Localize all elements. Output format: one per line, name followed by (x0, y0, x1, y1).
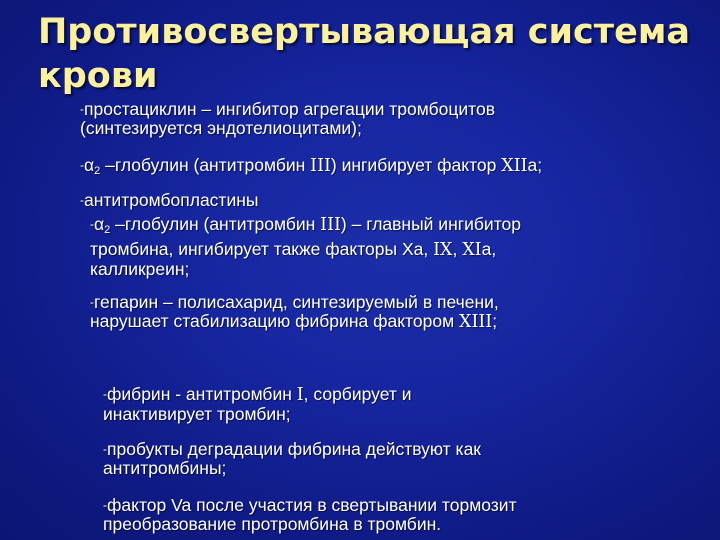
item-text: преобразование протромбина в тромбин. (103, 514, 442, 534)
bullet-prostacyclin (80, 100, 495, 138)
bullet-alpha2-main-inhibitor (90, 215, 521, 279)
item-text: a; (527, 155, 543, 175)
bullet-fibrin (103, 385, 412, 424)
roman-numeral: XI (462, 240, 482, 260)
roman-numeral: III (320, 215, 341, 235)
item-text: ; (492, 311, 498, 331)
item-text: , (452, 239, 463, 259)
subscript: 2 (104, 224, 111, 236)
bullet-dash: - (103, 442, 107, 456)
slide-title (38, 10, 698, 98)
item-text: ) – главный ингибитор (340, 214, 521, 234)
item-text: нарушает стабилизацию фибрина фактором (90, 311, 459, 331)
roman-numeral: III (310, 156, 331, 176)
bullet-dash: - (90, 217, 94, 231)
item-text: фактор Va после участия в свертывании тормозит (107, 495, 517, 515)
item-text: фибрин - антитромбин (107, 384, 297, 404)
bullet-antithromboplastins (80, 191, 258, 210)
item-text: –глобулин (антитромбин (100, 155, 311, 175)
item-text: инактивирует тромбин; (103, 404, 291, 424)
subscript: 2 (94, 165, 101, 177)
bullet-dash: - (80, 158, 84, 172)
bullet-alpha2-globulin (80, 156, 542, 181)
item-text: антитромбины; (103, 458, 227, 478)
bullet-dash: - (103, 387, 107, 401)
roman-numeral: XII (501, 156, 528, 176)
bullet-heparin (90, 293, 499, 332)
title-line-1: Противосвертывающая система (38, 12, 691, 52)
bullet-dash: - (90, 295, 94, 309)
item-text: –глобулин (антитромбин (110, 214, 321, 234)
roman-numeral: IX (433, 240, 453, 260)
bullet-fibrin-degradation-products (103, 440, 481, 478)
title-line-2: крови (38, 56, 158, 96)
bullet-dash: - (103, 498, 107, 512)
item-text: ) ингибирует фактор (330, 155, 502, 175)
item-text: калликреин; (90, 259, 190, 279)
item-text: простациклин – ингибитор агрегации тромбоцитов (84, 99, 496, 119)
roman-numeral: XIII (458, 312, 493, 332)
item-text: антитромбопластины (84, 190, 259, 210)
item-text: α (94, 214, 105, 234)
item-text: (синтезируется эндотелиоцитами); (80, 118, 362, 138)
item-text: α (84, 155, 95, 175)
bullet-dash: - (80, 102, 84, 116)
bullet-factor-va (103, 496, 517, 534)
roman-numeral: I (296, 385, 304, 405)
item-text: тромбина, ингибирует также факторы Xa, (90, 239, 434, 259)
item-text: , сорбирует и (303, 384, 412, 404)
item-text: a, (481, 239, 497, 259)
item-text: пробукты деградации фибрина действуют как (107, 439, 481, 459)
bullet-dash: - (80, 193, 84, 207)
item-text: гепарин – полисахарид, синтезируемый в печени, (94, 292, 499, 312)
